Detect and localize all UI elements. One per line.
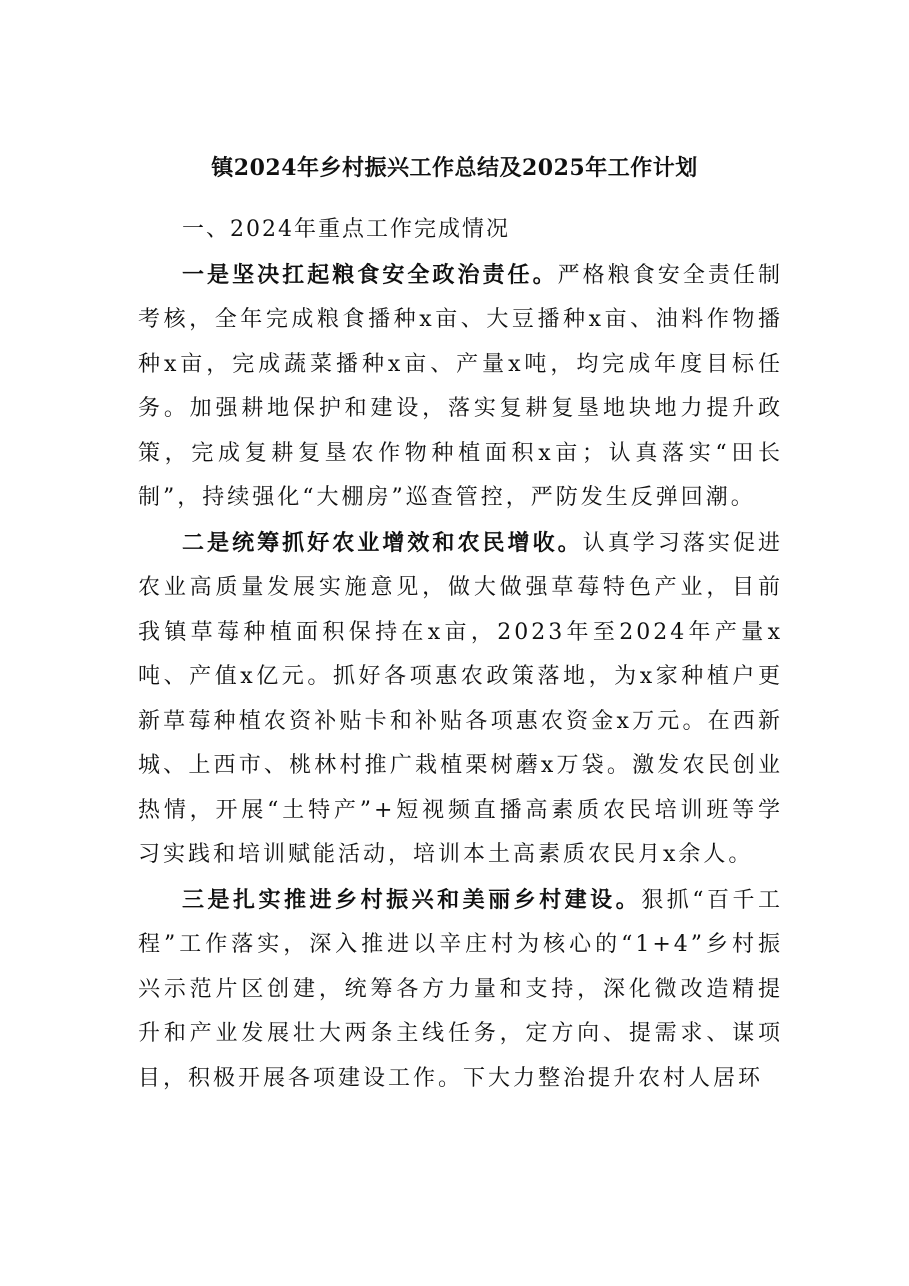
paragraph-2-lead: 二是统筹抓好农业增效和农民增收。 xyxy=(182,529,583,556)
document-title: 镇2024年乡村振兴工作总结及2025年工作计划 xyxy=(211,155,698,181)
paragraph-3 xyxy=(138,878,783,1102)
paragraph-1 xyxy=(138,253,783,521)
section-heading: 一、2024年重点工作完成情况 xyxy=(182,217,510,242)
paragraph-1-lead: 一是坚决扛起粮食安全政治责任。 xyxy=(182,261,558,288)
paragraph-2 xyxy=(138,521,783,878)
paragraph-1-text: 严格粮食安全责任制考核，全年完成粮食播种x亩、大豆播种x亩、油料作物播种x亩，完成蔬菜播种x亩、产量x吨，均完成年度目标任务。加强耕地保护和建设，落实复耕复垦地块地力提升政策，完成复耕复垦农作物种植面积x亩；认真落实“田长制”，持续强化“大棚房”巡查管控，严防发生反弹回潮。 xyxy=(138,262,783,510)
paragraph-3-lead: 三是扎实推进乡村振兴和美丽乡村建设。 xyxy=(182,886,642,913)
paragraph-2-text: 认真学习落实促进农业高质量发展实施意见，做大做强草莓特色产业，目前我镇草莓种植面积保持在x亩，2023年至2024年产量x吨、产值x亿元。抓好各项惠农政策落地，为x家种植户更新草莓种植农资补贴卡和补贴各项惠农资金x万元。在西新城、上西市、桃林村推广栽植栗树蘑x万袋。激发农民创业热情，开展“土特产”+短视频直播高素质农民培训班等学习实践和培训赋能活动，培训本土高素质农民月x余人。 xyxy=(138,530,783,867)
document-body xyxy=(138,208,783,1101)
paragraph-3-text: 狠抓“百千工程”工作落实，深入推进以辛庄村为核心的“1+4”乡村振兴示范片区创建，统筹各方力量和支持，深化微改造精提升和产业发展壮大两条主线任务，定方向、提需求、谋项目，积极开展各项建设工作。下大力整治提升农村人居环 xyxy=(138,887,783,1091)
